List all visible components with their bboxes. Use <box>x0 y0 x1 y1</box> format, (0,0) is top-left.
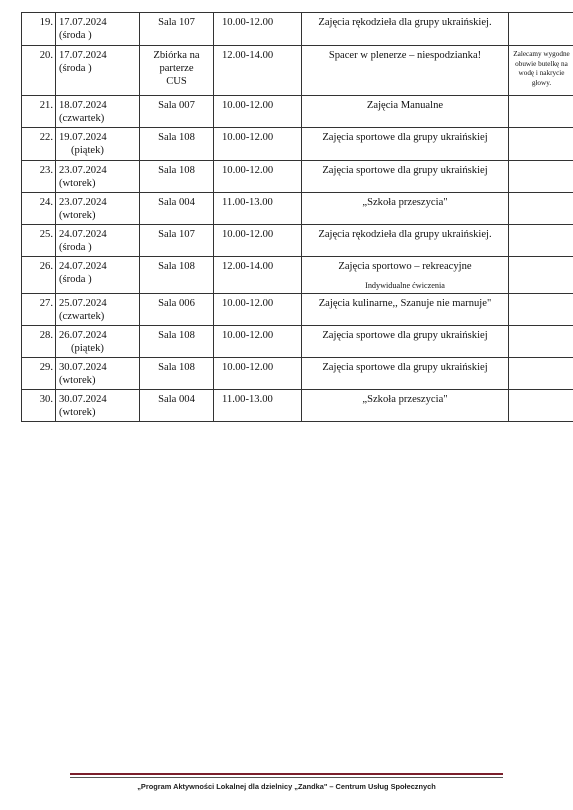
date-text: 26.07.2024 <box>59 330 107 341</box>
activity-cell <box>302 46 509 96</box>
room-text: Sala 107 <box>158 17 195 28</box>
note-cell <box>509 13 573 46</box>
table-row <box>22 128 573 161</box>
time-cell: 10.00-12.00 <box>214 96 302 128</box>
row-number: 30. <box>22 390 56 422</box>
room-cell <box>140 96 214 128</box>
time-cell: 12.00-14.00 <box>214 46 302 96</box>
row-number: 25. <box>22 225 56 257</box>
time-cell: 10.00-12.00 <box>214 326 302 358</box>
room-text: Sala 107 <box>158 229 195 240</box>
time-cell: 10.00-12.00 <box>214 161 302 193</box>
room-text: Sala 108 <box>158 261 195 272</box>
activity-text: Spacer w plenerze – niespodzianka! <box>328 50 482 61</box>
row-number: 22. <box>22 128 56 161</box>
room-text: Sala 007 <box>158 100 195 111</box>
activity-cell <box>302 128 509 161</box>
activity-text: Zajęcia Manualne <box>366 100 444 111</box>
note-cell <box>509 358 573 390</box>
schedule-body <box>22 13 573 422</box>
note-cell <box>509 96 573 128</box>
date-cell <box>56 257 140 294</box>
time-cell: 10.00-12.00 <box>214 13 302 46</box>
table-row <box>22 161 573 193</box>
date-text: 24.07.2024 <box>59 229 107 240</box>
row-number: 28. <box>22 326 56 358</box>
room-cell <box>140 294 214 326</box>
row-number: 29. <box>22 358 56 390</box>
room-cell <box>140 13 214 46</box>
room-cell <box>140 390 214 422</box>
date-text: 30.07.2024 <box>59 362 107 373</box>
activity-text: Zajęcia sportowe dla grupy ukraińskiej <box>322 132 488 143</box>
activity-cell <box>302 161 509 193</box>
room-cell <box>140 128 214 161</box>
weekday-text: (piątek) <box>71 145 104 156</box>
activity-text: Zajęcia sportowe dla grupy ukraińskiej <box>322 362 488 373</box>
date-cell <box>56 46 140 96</box>
weekday-text: (środa ) <box>59 242 92 253</box>
date-cell <box>56 326 140 358</box>
table-row <box>22 358 573 390</box>
room-text: Sala 108 <box>158 330 195 341</box>
table-row <box>22 390 573 422</box>
time-cell: 10.00-12.00 <box>214 128 302 161</box>
activity-text: Zajęcia sportowe dla grupy ukraińskiej <box>322 330 488 341</box>
table-row <box>22 46 573 96</box>
note-cell <box>509 193 573 225</box>
weekday-text: (piątek) <box>71 343 104 354</box>
room-text: Sala 108 <box>158 132 195 143</box>
date-text: 23.07.2024 <box>59 197 107 208</box>
note-cell <box>509 326 573 358</box>
activity-text: Zajęcia sportowo – rekreacyjne <box>338 261 472 272</box>
table-row <box>22 294 573 326</box>
row-number: 27. <box>22 294 56 326</box>
room-cell <box>140 326 214 358</box>
note-cell <box>509 225 573 257</box>
note-cell <box>509 390 573 422</box>
weekday-text: (wtorek) <box>59 375 96 386</box>
weekday-text: (środa ) <box>59 63 92 74</box>
room-cell <box>140 161 214 193</box>
activity-subtext: Indywidualne ćwiczenia <box>365 281 445 290</box>
date-cell <box>56 193 140 225</box>
room-text: Sala 004 <box>158 197 195 208</box>
date-cell <box>56 96 140 128</box>
activity-cell <box>302 193 509 225</box>
room-text: Sala 108 <box>158 165 195 176</box>
date-cell <box>56 128 140 161</box>
activity-text: Zajęcia rękodzieła dla grupy ukraińskiej. <box>318 17 492 28</box>
date-text: 25.07.2024 <box>59 298 107 309</box>
footer-text: „Program Aktywności Lokalnej dla dzielnicy „Zandka" – Centrum Usług Społecznych <box>137 782 436 791</box>
weekday-text: (wtorek) <box>59 210 96 221</box>
footer-rule-thin <box>70 777 503 778</box>
time-cell: 11.00-13.00 <box>214 193 302 225</box>
date-cell <box>56 390 140 422</box>
weekday-text: (czwartek) <box>59 113 105 124</box>
row-number: 20. <box>22 46 56 96</box>
date-text: 24.07.2024 <box>59 261 107 272</box>
row-number: 26. <box>22 257 56 294</box>
activity-cell <box>302 13 509 46</box>
table-row <box>22 96 573 128</box>
date-text: 18.07.2024 <box>59 100 107 111</box>
room-cell <box>140 257 214 294</box>
activity-cell <box>302 358 509 390</box>
activity-text: Zajęcia kulinarne,, Szanuje nie marnuje" <box>318 298 492 309</box>
date-text: 23.07.2024 <box>59 165 107 176</box>
note-cell <box>509 294 573 326</box>
room-cell <box>140 46 214 96</box>
time-cell: 12.00-14.00 <box>214 257 302 294</box>
activity-text: Zajęcia rękodzieła dla grupy ukraińskiej. <box>318 229 492 240</box>
row-number: 19. <box>22 13 56 46</box>
date-cell <box>56 294 140 326</box>
room-text: Sala 108 <box>158 362 195 373</box>
row-number: 21. <box>22 96 56 128</box>
table-row <box>22 225 573 257</box>
room-text: Zbiórka na <box>153 50 200 61</box>
date-text: 17.07.2024 <box>59 50 107 61</box>
table-row <box>22 13 573 46</box>
room-text: Sala 004 <box>158 394 195 405</box>
note-text: Zalecamy wygodne obuwie butelkę na wodę i nakrycie głowy. <box>513 50 570 87</box>
note-cell <box>509 161 573 193</box>
date-cell <box>56 161 140 193</box>
activity-cell <box>302 390 509 422</box>
activity-cell <box>302 294 509 326</box>
activity-cell <box>302 326 509 358</box>
table-row <box>22 193 573 225</box>
row-number: 23. <box>22 161 56 193</box>
activity-text: „Szkoła przeszycia" <box>362 197 448 208</box>
row-number: 24. <box>22 193 56 225</box>
footer-rule <box>70 773 503 775</box>
note-cell <box>509 46 573 96</box>
room-cell <box>140 225 214 257</box>
activity-cell <box>302 225 509 257</box>
date-cell <box>56 358 140 390</box>
time-cell: 10.00-12.00 <box>214 358 302 390</box>
room-text: parterze <box>159 63 194 74</box>
activity-cell <box>302 257 509 294</box>
weekday-text: (środa ) <box>59 274 92 285</box>
time-cell: 11.00-13.00 <box>214 390 302 422</box>
room-text: Sala 006 <box>158 298 195 309</box>
schedule-table <box>21 12 573 422</box>
date-cell <box>56 225 140 257</box>
note-cell <box>509 257 573 294</box>
activity-text: Zajęcia sportowe dla grupy ukraińskiej <box>322 165 488 176</box>
activity-cell <box>302 96 509 128</box>
date-cell <box>56 13 140 46</box>
room-cell <box>140 193 214 225</box>
weekday-text: (środa ) <box>59 30 92 41</box>
note-cell <box>509 128 573 161</box>
weekday-text: (wtorek) <box>59 178 96 189</box>
date-text: 19.07.2024 <box>59 132 107 143</box>
date-text: 30.07.2024 <box>59 394 107 405</box>
date-text: 17.07.2024 <box>59 17 107 28</box>
activity-text: „Szkoła przeszycia" <box>362 394 448 405</box>
table-row <box>22 257 573 294</box>
weekday-text: (wtorek) <box>59 407 96 418</box>
room-text: CUS <box>166 76 187 87</box>
table-row <box>22 326 573 358</box>
weekday-text: (czwartek) <box>59 311 105 322</box>
time-cell: 10.00-12.00 <box>214 294 302 326</box>
room-cell <box>140 358 214 390</box>
time-cell: 10.00-12.00 <box>214 225 302 257</box>
